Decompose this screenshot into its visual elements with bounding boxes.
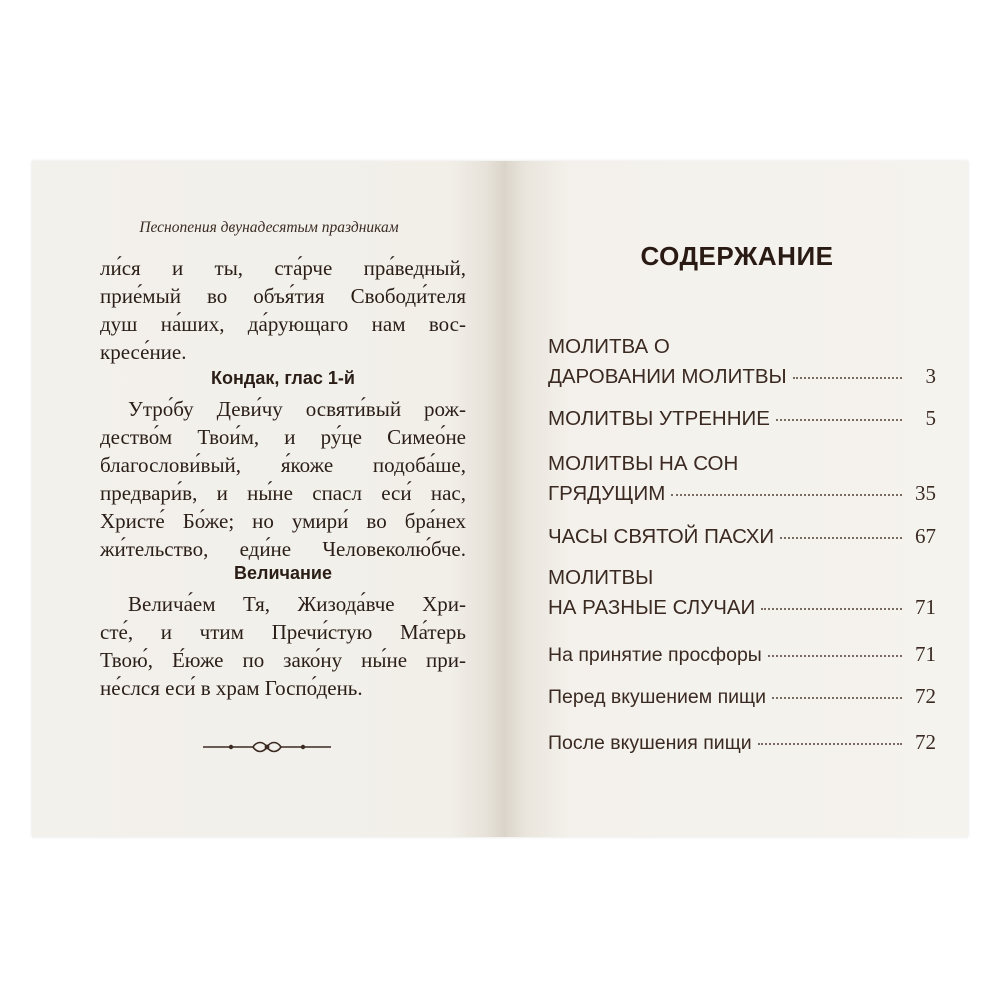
page-title: СОДЕРЖАНИЕ xyxy=(640,241,834,271)
toc-entry-title: МОЛИТВЫ УТРЕННИЕ xyxy=(548,407,770,430)
text-line: Христе́ Бо́же; но умири́ во бра́нех xyxy=(100,509,466,533)
dot-leader xyxy=(776,419,902,421)
toc-entry-title: Перед вкушением пищи xyxy=(548,686,766,708)
text-line: жи́тельство, еди́не Человеколю́бче. xyxy=(100,537,466,561)
toc-entry-title: НА РАЗНЫЕ СЛУЧАИ xyxy=(548,596,756,619)
toc-entry[interactable] xyxy=(548,682,936,712)
toc-entry[interactable] xyxy=(548,332,936,392)
toc-entry-title: ГРЯДУЩИМ xyxy=(548,482,666,505)
toc-entry[interactable] xyxy=(548,449,936,509)
dot-leader xyxy=(793,377,902,379)
dot-leader xyxy=(761,608,902,610)
text-line: Велича́ем Тя, Жизода́вче Хри- xyxy=(128,592,466,616)
text-line: не́слся еси́ в храм Госпо́день. xyxy=(100,676,363,700)
dot-leader xyxy=(780,537,902,539)
text-line: сте́, и чтим Пречи́стую Ма́терь xyxy=(100,620,466,644)
continuation-paragraph xyxy=(100,254,466,366)
toc-entry-title: ДАРОВАНИИ МОЛИТВЫ xyxy=(548,365,787,388)
text-line: душ на́ших, да́рующаго нам вос- xyxy=(100,312,466,336)
toc-page-number: 3 xyxy=(925,364,936,388)
running-head: Песнопения двунадесятым праздникам xyxy=(139,219,399,236)
text-line: Твою́, Е́юже по зако́ну ны́не при- xyxy=(100,648,466,672)
text-line: предвари́в, и ны́не спасл еси́ нас, xyxy=(100,481,466,505)
magnification-paragraph xyxy=(100,590,466,702)
toc-entry-title: На принятие просфоры xyxy=(548,644,762,666)
toc-entry[interactable] xyxy=(548,640,936,670)
text-line: ли́ся и ты, ста́рче пра́ведный, xyxy=(100,256,466,280)
dot-leader xyxy=(758,743,902,745)
text-line: дество́м Твои́м, и ру́це Симео́не xyxy=(100,425,466,449)
left-page xyxy=(32,161,506,837)
kontakion-paragraph xyxy=(100,395,466,563)
toc-page-number: 72 xyxy=(915,684,936,708)
toc-page-number: 35 xyxy=(915,481,936,505)
text-line: Утро́бу Деви́чу освяти́вый рож- xyxy=(128,397,466,421)
dot-leader xyxy=(671,494,902,496)
toc-entry-title-line1: МОЛИТВЫ xyxy=(548,566,654,589)
text-line: прие́мый во объя́тия Свободи́теля xyxy=(100,284,466,308)
kontakion-heading: Кондак, глас 1-й xyxy=(211,368,355,388)
toc-page-number: 67 xyxy=(915,524,936,548)
toc-page-number: 72 xyxy=(915,730,936,754)
toc-entry-title-line1: МОЛИТВЫ НА СОН xyxy=(548,452,739,475)
floral-divider-icon xyxy=(201,737,333,757)
toc-entry[interactable] xyxy=(548,404,936,434)
toc-entry-title: ЧАСЫ СВЯТОЙ ПАСХИ xyxy=(548,525,775,548)
toc-page-number: 71 xyxy=(915,642,936,666)
toc-page-number: 5 xyxy=(925,406,936,430)
dot-leader xyxy=(768,655,902,657)
toc-entry[interactable] xyxy=(548,728,936,758)
toc-page-number: 71 xyxy=(915,595,936,619)
text-line: кресе́ние. xyxy=(100,340,187,364)
text-line: благослови́вый, я́коже подоба́ше, xyxy=(100,453,466,477)
toc-entry-title: После вкушения пищи xyxy=(548,732,752,754)
toc-entry[interactable] xyxy=(548,563,936,623)
open-book xyxy=(32,161,968,837)
toc-entry-title-line1: МОЛИТВА О xyxy=(548,335,670,358)
toc-entry[interactable] xyxy=(548,522,936,552)
magnification-heading: Величание xyxy=(234,563,332,583)
dot-leader xyxy=(772,697,902,699)
